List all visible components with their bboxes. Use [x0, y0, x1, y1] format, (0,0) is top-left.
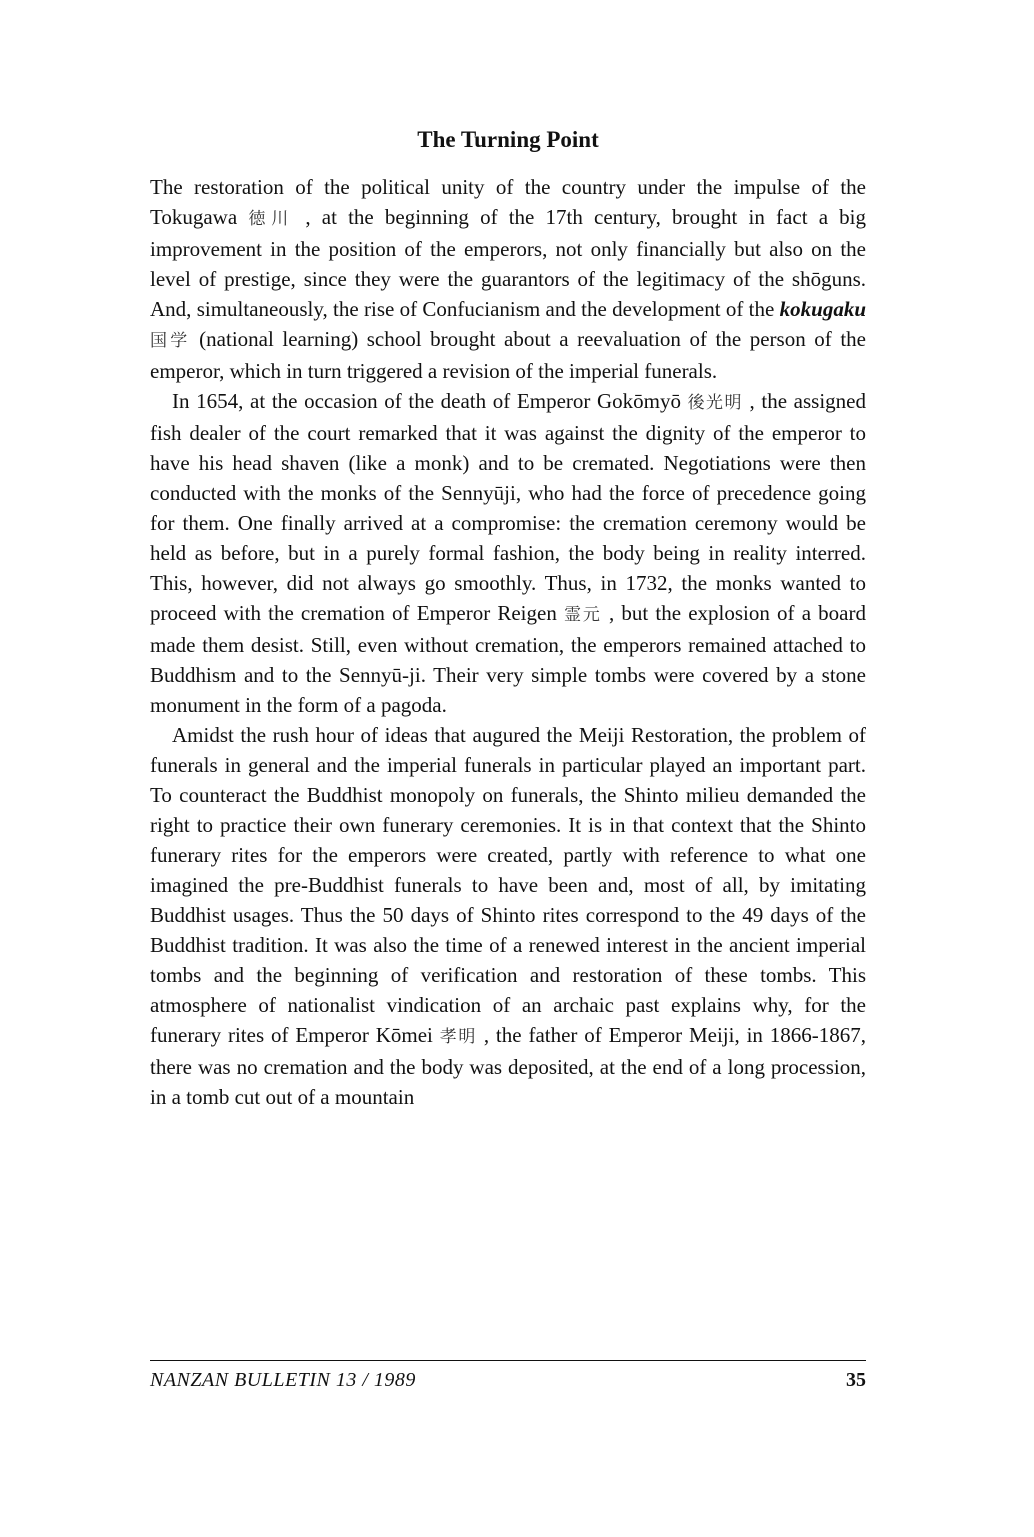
paragraph-3-text-1: Amidst the rush hour of ideas that augured the Meiji Restoration, the problem of funerals in general and the imperial funerals in particular played an important part. To counteract the Buddhist monopoly on funerals, the Shinto milieu demanded the right to practice their own funerary ceremonies. It is in that context that the Shinto funerary rites for the emperors were created, partly with reference to what one imagined the pre-Buddhist funerals to have been and, most of all, by imitating Buddhist usages. Thus the 50 days of Shinto rites correspond to the 49 days of the Buddhist tradition. It was also the time of a renewed interest in the ancient imperial tombs and the beginning of verification and restoration of these tombs. This atmosphere of nationalist vindication of an archaic past explains why, for the funerary rites of Emperor Kōmei: [150, 723, 866, 1047]
journal-citation: NANZAN BULLETIN 13 / 1989: [150, 1369, 416, 1391]
paragraph-1-text-3: (national learning) school brought about a reevaluation of the person of the emperor, which in turn triggered a revision of the imperial funerals.: [150, 327, 866, 383]
paragraph-3: [150, 720, 866, 1112]
page-number: 35: [846, 1369, 866, 1391]
term-kokugaku: kokugaku: [779, 297, 866, 321]
paragraph-2-text-2: , the assigned fish dealer of the court remarked that it was against the dignity of the emperor to have his head shaven (like a monk) and to be cremated. Negotiations were then conducted with the monks of the Sennyūji, who had the force of precedence going for them. One finally arrived at a compromise: the cremation ceremony would be held as before, but in a purely formal fashion, the body being in reality interred. This, however, did not always go smoothly. Thus, in 1732, the monks wanted to proceed with the cremation of Emperor Reigen: [150, 389, 866, 625]
kanji-gokomyo: 後光明: [687, 393, 743, 413]
document-page: [150, 0, 866, 1537]
paragraph-2: [150, 386, 866, 720]
kanji-tokugawa: 徳川: [248, 209, 295, 229]
kanji-kokugaku: 国学: [150, 331, 191, 351]
paragraph-2-text-3: , but the explosion of a board made them desist. Still, even without cremation, the emperors remained attached to Buddhism and to the Sennyū-ji. Their very simple tombs were covered by a stone monument in the form of a pagoda.: [150, 601, 866, 717]
page-footer: [150, 1365, 866, 1395]
paragraph-1-text-1: The restoration of the political unity of the country under the impulse of the Tokugawa: [150, 175, 866, 229]
paragraph-2-text-1: In 1654, at the occasion of the death of Emperor Gokōmyō: [172, 389, 688, 413]
section-title: The Turning Point: [417, 127, 599, 152]
kanji-komei: 孝明: [439, 1027, 477, 1047]
paragraph-3-text-2: , the father of Emperor Meiji, in 1866-1867, there was no cremation and the body was deposited, at the end of a long procession, in a tomb cut out of a mountain: [150, 1023, 867, 1109]
kanji-reigen: 霊元: [564, 605, 602, 625]
footer-divider: [150, 1360, 866, 1361]
paragraph-1: [150, 172, 866, 386]
article-body: [150, 172, 866, 1112]
paragraph-1-text-2: , at the beginning of the 17th century, brought in fact a big improvement in the position of the emperors, not only financially but also on the level of prestige, since they were the guarantors of the legitimacy of the shōguns. And, simultaneously, the rise of Confucianism and the development of the: [150, 205, 867, 321]
